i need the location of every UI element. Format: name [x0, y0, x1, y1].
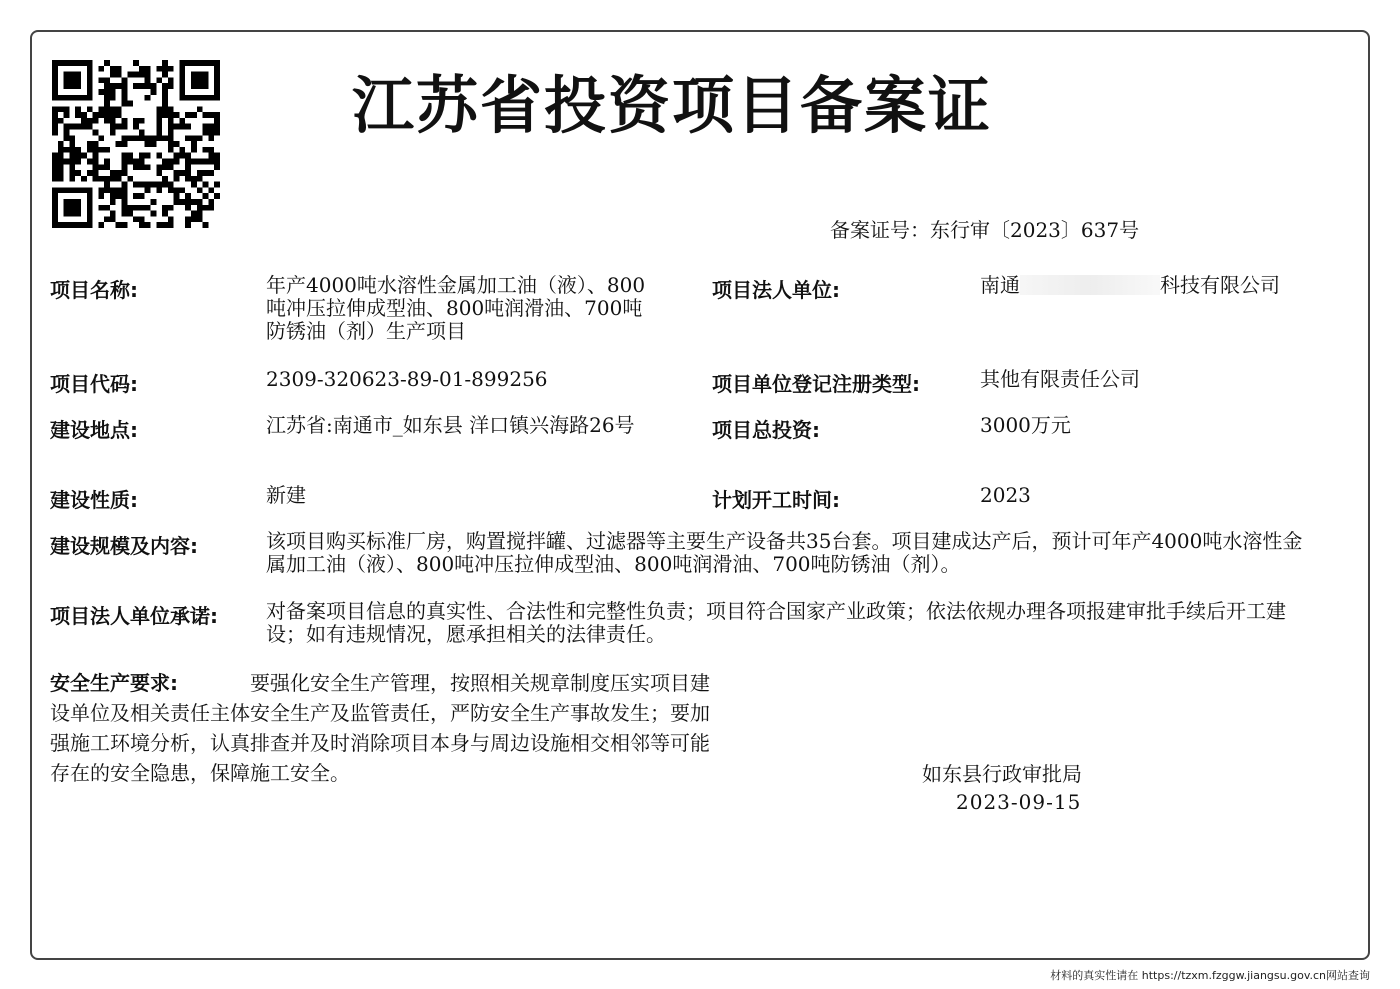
total-investment-label: 项目总投资:: [712, 418, 820, 442]
issue-date: 2023-09-15: [956, 790, 1082, 814]
registration-type-value: 其他有限责任公司: [980, 367, 1140, 391]
safety-value: 要强化安全生产管理，按照相关规章制度压实项目建设单位及相关责任主体安全生产及监管责任，严防安全生产事故发生；要加强施工环境分析，认真排查并及时消除项目本身与周边设施相交相邻等可能存在的安全隐患，保障施工安全。: [50, 671, 710, 785]
commitment-label: 项目法人单位承诺:: [50, 604, 218, 628]
legal-entity-prefix: 南通: [980, 273, 1020, 297]
scale-value: 该项目购买标准厂房，购置搅拌罐、过滤器等主要生产设备共35台套。项目建成达产后，预计可年产4000吨水溶性金属加工油（液）、800吨冲压拉伸成型油、800吨润滑油、700吨防锈油（剂）。: [266, 529, 1303, 576]
project-name-value: 年产4000吨水溶性金属加工油（液）、800吨冲压拉伸成型油、800吨润滑油、700吨防锈油（剂）生产项目: [266, 273, 646, 343]
certificate-title: 江苏省投资项目备案证: [351, 69, 992, 142]
certificate: [30, 30, 1370, 960]
legal-entity-suffix: 科技有限公司: [1160, 273, 1280, 297]
legal-entity-label: 项目法人单位:: [712, 278, 840, 302]
redacted-area: [1020, 275, 1160, 295]
registration-type-label: 项目单位登记注册类型:: [712, 372, 920, 396]
safety-requirements: [50, 668, 710, 788]
location-value: 江苏省:南通市_如东县 洋口镇兴海路26号: [266, 413, 635, 437]
scale-label: 建设规模及内容:: [50, 534, 198, 558]
verification-note: 材料的真实性请在 https://tzxm.fzggw.jiangsu.gov.cn网站查询: [1050, 969, 1370, 982]
location-label: 建设地点:: [50, 418, 138, 442]
project-code-value: 2309-320623-89-01-899256: [266, 367, 548, 391]
legal-entity-value: [980, 274, 1280, 297]
project-code-label: 项目代码:: [50, 372, 138, 396]
total-investment-value: 3000万元: [980, 413, 1071, 437]
filing-number: 备案证号：东行审〔2023〕637号: [830, 218, 1140, 242]
project-name-label: 项目名称:: [50, 278, 138, 302]
nature-value: 新建: [266, 483, 306, 507]
commitment-value: 对备案项目信息的真实性、合法性和完整性负责；项目符合国家产业政策；依法依规办理各项报建审批手续后开工建设；如有违规情况，愿承担相关的法律责任。: [266, 599, 1286, 646]
safety-label: 安全生产要求:: [50, 671, 178, 695]
planned-start-value: 2023: [980, 483, 1031, 507]
nature-label: 建设性质:: [50, 488, 138, 512]
planned-start-label: 计划开工时间:: [712, 488, 840, 512]
issuing-authority: 如东县行政审批局: [922, 762, 1082, 786]
